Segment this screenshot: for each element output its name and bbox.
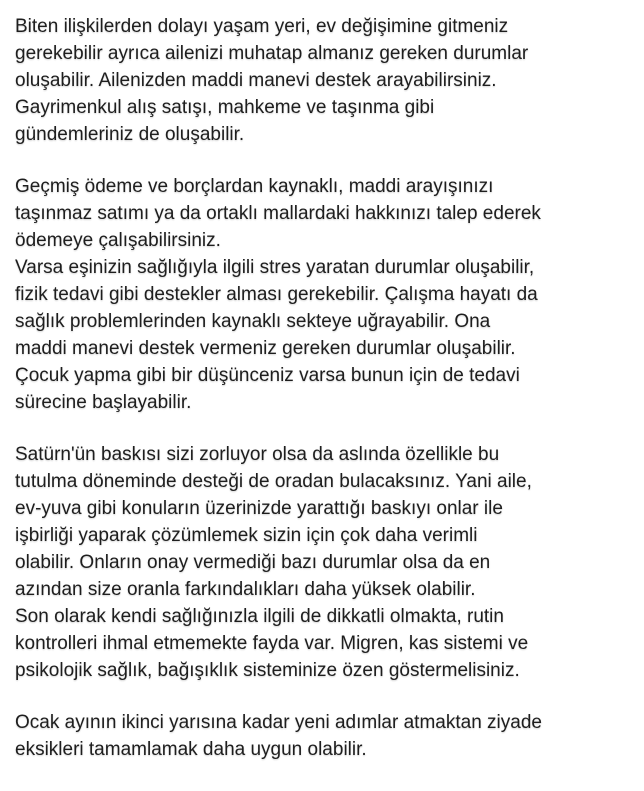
text-line: sürecine başlayabilir.: [15, 391, 192, 413]
text-line: taşınmaz satımı ya da ortaklı mallardaki hakkınızı talep ederek: [15, 203, 541, 225]
text-line: gerekebilir ayrıca ailenizi muhatap almanız gereken durumlar: [15, 42, 529, 64]
text-line: Gayrimenkul alış satışı, mahkeme ve taşınma gibi: [15, 96, 435, 118]
text-line: Geçmiş ödeme ve borçlardan kaynaklı, maddi arayışınızı: [15, 176, 494, 198]
text-line: işbirliği yaparak çözümlemek sizin için çok daha verimli: [15, 525, 478, 547]
text-line: Satürn'ün baskısı sizi zorluyor olsa da aslında özellikle bu: [15, 444, 500, 466]
text-line: Çocuk yapma gibi bir düşünceniz varsa bunun için de tedavi: [15, 364, 520, 386]
paragraph: [15, 174, 640, 416]
text-line: sağlık problemlerinden kaynaklı sekteye uğrayabilir. Ona: [15, 310, 491, 332]
text-line: ev-yuva gibi konuların üzerinizde yarattığı baskıyı onlar ile: [15, 498, 503, 520]
paragraph: [15, 442, 640, 684]
text-line: eksikleri tamamlamak daha uygun olabilir.: [15, 739, 367, 761]
text-line: oluşabilir. Ailenizden maddi manevi destek arayabilirsiniz.: [15, 69, 497, 91]
text-line: azından size oranla farkındalıkları daha yüksek olabilir.: [15, 578, 476, 600]
text-line: Son olarak kendi sağlığınızla ilgili de dikkatli olmakta, rutin: [15, 605, 504, 627]
text-line: ödemeye çalışabilirsiniz.: [15, 230, 221, 252]
text-line: Biten ilişkilerden dolayı yaşam yeri, ev değişimine gitmeniz: [15, 16, 509, 37]
text-line: psikolojik sağlık, bağışıklık sisteminize özen göstermelisiniz.: [15, 659, 520, 681]
text-line: fizik tedavi gibi destekler alması gerekebilir. Çalışma hayatı da: [15, 284, 538, 306]
text-line: olabilir. Onların onay vermediği bazı durumlar olsa da en: [15, 552, 491, 574]
text-line: Varsa eşinizin sağlığıyla ilgili stres yaratan durumlar oluşabilir,: [15, 257, 535, 279]
paragraph: [15, 14, 640, 148]
paragraph: [15, 710, 640, 764]
text-line: kontrolleri ihmal etmemekte fayda var. Migren, kas sistemi ve: [15, 632, 529, 654]
text-line: gündemleriniz de oluşabilir.: [15, 123, 245, 145]
text-line: tutulma döneminde desteği de oradan bulacaksınız. Yani aile,: [15, 471, 532, 493]
document-body: [15, 14, 640, 790]
text-line: Ocak ayının ikinci yarısına kadar yeni adımlar atmaktan ziyade: [15, 712, 542, 734]
text-line: maddi manevi destek vermeniz gereken durumlar oluşabilir.: [15, 337, 516, 359]
